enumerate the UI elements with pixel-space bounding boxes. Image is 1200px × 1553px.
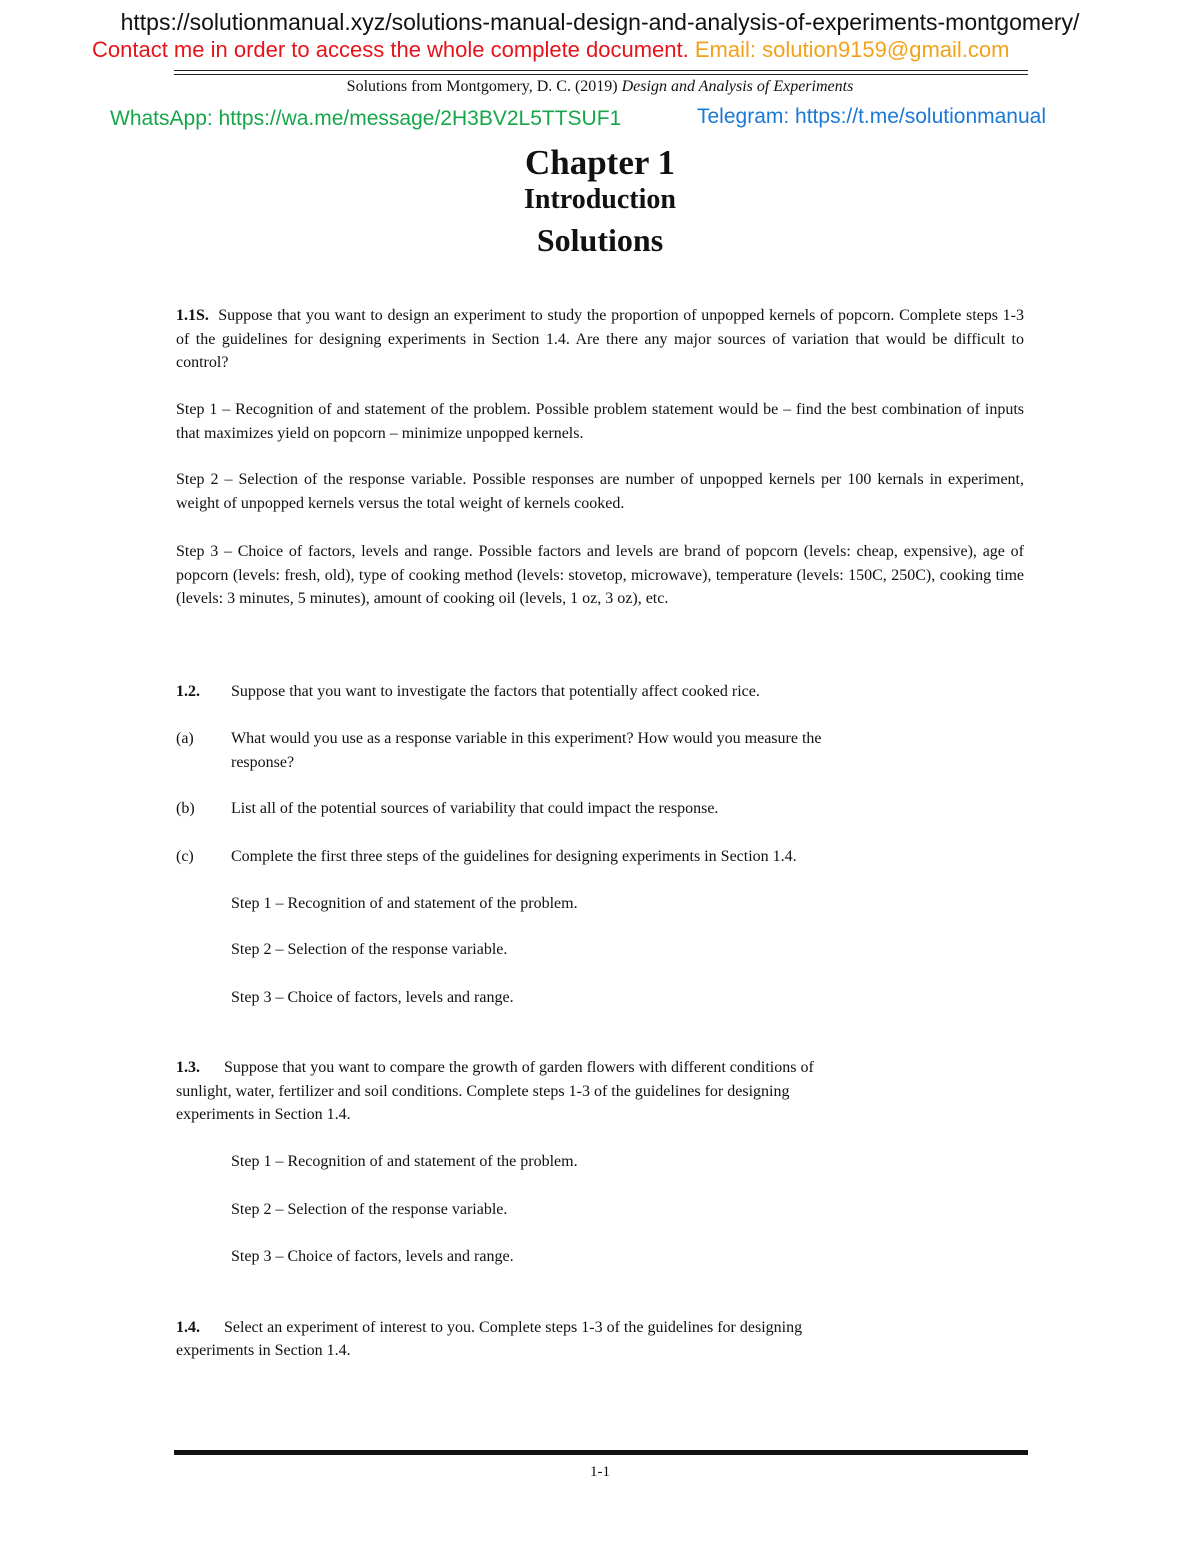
promo-email-link[interactable]: Email: solution9159@gmail.com	[694, 37, 1010, 62]
problem-1-2-step3: Step 3 – Choice of factors, levels and range.	[231, 989, 514, 1006]
problem-1-1s-step1: Step 1 – Recognition of and statement of the problem. Possible problem statement would be – find the best combination of inputs that maximizes yield on popcorn – minimize unpopped kernels.	[176, 401, 1024, 442]
problem-text-line1: Select an experiment of interest to you. Complete steps 1-3 of the guidelines for designing	[224, 1319, 803, 1336]
part-b-text: List all of the potential sources of variability that could impact the response.	[231, 800, 719, 817]
header-rule-bottom	[174, 74, 1028, 75]
part-c-text: Complete the first three steps of the guidelines for designing experiments in Section 1.4.	[231, 848, 797, 865]
problem-1-1s-step2: Step 2 – Selection of the response variable. Possible responses are number of unpopped kernels per 100 kernals in experiment, weight of unpopped kernels versus the total weight of kernels cooked.	[176, 471, 1024, 512]
page-number: 1-1	[590, 1464, 610, 1480]
problem-1-3-step1: Step 1 – Recognition of and statement of the problem.	[231, 1153, 578, 1170]
problem-number: 1.4.	[176, 1319, 200, 1336]
chapter-section-heading: Solutions	[536, 222, 664, 258]
chapter-subtitle: Introduction	[524, 184, 676, 215]
problem-1-4-line1	[176, 1319, 802, 1337]
problem-1-2-step2: Step 2 – Selection of the response variable.	[231, 941, 508, 958]
part-a-text-line1: What would you use as a response variable in this experiment? How would you measure the	[231, 730, 822, 747]
header-rule-top	[174, 70, 1028, 71]
problem-number: 1.1S.	[176, 307, 209, 324]
promo-url-link[interactable]: https://solutionmanual.xyz/solutions-manual-design-and-analysis-of-experiments-montgomery/	[120, 9, 1080, 35]
source-prefix: Solutions from Montgomery, D. C. (2019)	[346, 78, 618, 95]
promo-contact-line	[92, 37, 1009, 63]
promo-contact-text: Contact me in order to access the whole complete document.	[92, 37, 689, 62]
problem-1-1s-step3: Step 3 – Choice of factors, levels and range. Possible factors and levels are brand of popcorn (levels: cheap, expensive), age of popcorn (levels: fresh, old), type of cooking method (levels: stovetop, microwave), temperature (levels: 150C, 250C), cooking time (levels: 3 minutes, 5 minutes), amount of cooking oil (levels, 1 oz, 3 oz), etc.	[176, 543, 1024, 607]
problem-text-line1: Suppose that you want to compare the growth of garden flowers with different conditions of	[224, 1059, 814, 1076]
problem-1-2-number: 1.2.	[176, 683, 200, 700]
problem-1-3-step3: Step 3 – Choice of factors, levels and range.	[231, 1248, 514, 1265]
problem-number: 1.3.	[176, 1059, 200, 1076]
problem-1-3-line1	[176, 1059, 814, 1077]
source-book-title: Design and Analysis of Experiments	[621, 78, 854, 95]
promo-telegram-link[interactable]: Telegram: https://t.me/solutionmanual	[697, 105, 1047, 128]
problem-1-2-step1: Step 1 – Recognition of and statement of the problem.	[231, 895, 578, 912]
part-c-label: (c)	[176, 848, 194, 865]
problem-1-1s	[176, 304, 1024, 375]
chapter-title: Chapter 1	[524, 143, 676, 182]
part-a-label: (a)	[176, 730, 194, 747]
part-b-label: (b)	[176, 800, 195, 817]
footer-rule	[174, 1450, 1028, 1455]
problem-1-2-text: Suppose that you want to investigate the factors that potentially affect cooked rice.	[231, 683, 760, 700]
problem-1-3-step2: Step 2 – Selection of the response variable.	[231, 1201, 508, 1218]
problem-text: Suppose that you want to design an experiment to study the proportion of unpopped kernels of popcorn. Complete steps 1-3 of the guidelines for designing experiments in Section 1.4. Are there any major sources of variation that would be difficult to control?	[176, 307, 1025, 371]
problem-1-3-line2: sunlight, water, fertilizer and soil conditions. Complete steps 1-3 of the guidelines for designing	[176, 1083, 790, 1100]
promo-whatsapp-link[interactable]: WhatsApp: https://wa.me/message/2H3BV2L5TTSUF1	[110, 107, 622, 130]
part-a-text-line2: response?	[231, 754, 295, 771]
problem-1-3-line3: experiments in Section 1.4.	[176, 1106, 351, 1123]
problem-1-4-line2: experiments in Section 1.4.	[176, 1342, 351, 1359]
source-citation	[0, 78, 1200, 96]
